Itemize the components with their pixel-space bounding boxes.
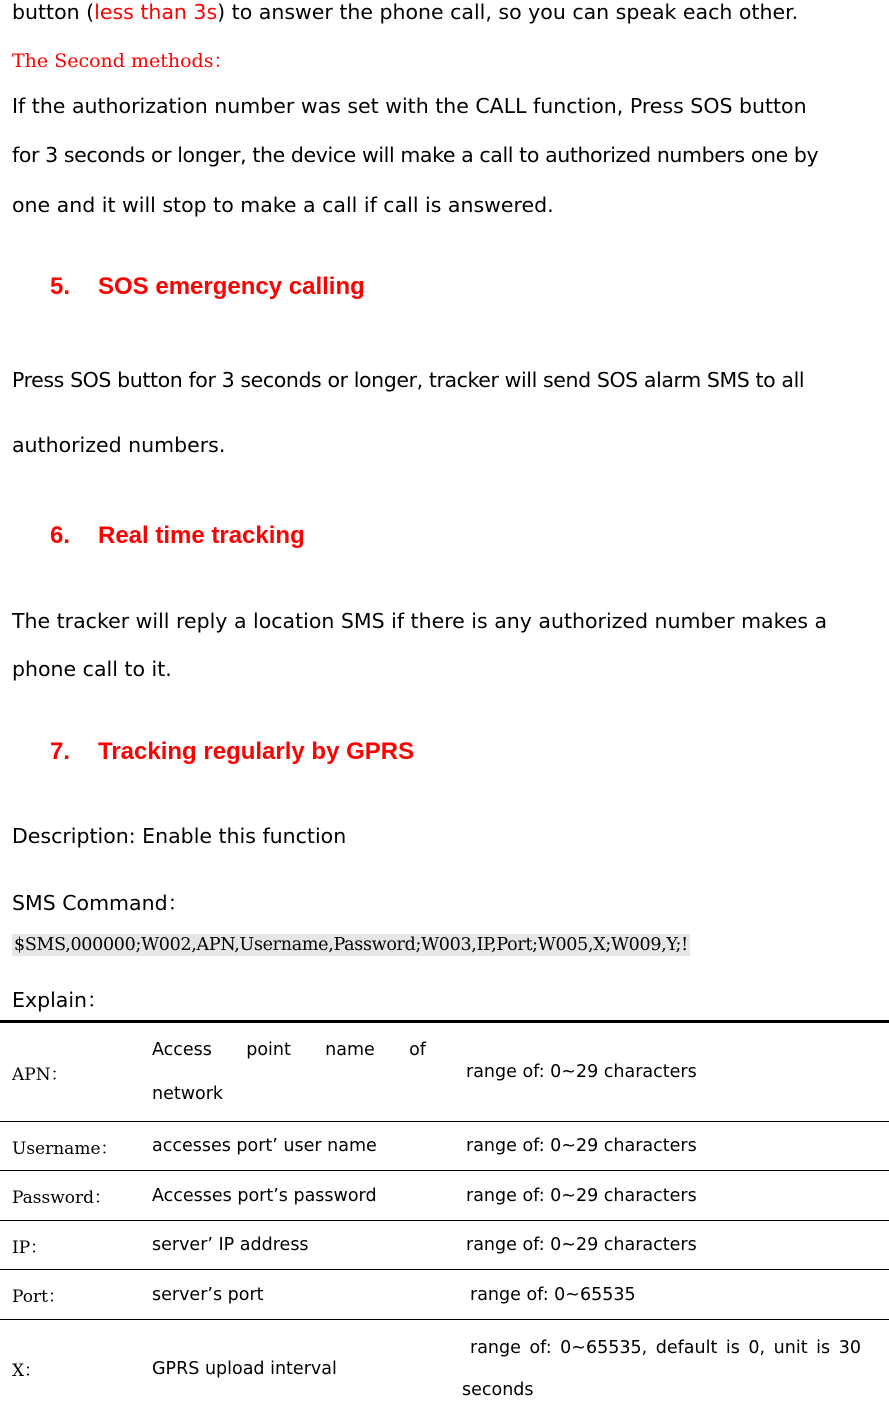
section-6-line-2: phone call to it. bbox=[12, 657, 172, 681]
param-x: X： bbox=[12, 1361, 42, 1382]
range-apn: range of: 0~29 characters bbox=[466, 1062, 697, 1082]
desc-ip: server’ IP address bbox=[152, 1235, 309, 1255]
parameter-table bbox=[0, 1020, 889, 1418]
second-methods-label: The Second methods： bbox=[12, 50, 233, 72]
section-5-heading bbox=[50, 273, 365, 301]
section-5-title: SOS emergency calling bbox=[98, 273, 365, 300]
explain-label: Explain： bbox=[12, 988, 108, 1012]
range-ip: range of: 0~29 characters bbox=[466, 1235, 697, 1255]
desc-apn-line-2: network bbox=[152, 1084, 224, 1104]
second-methods-line-2: for 3 seconds or longer, the device will make a call to authorized numbers one by bbox=[12, 143, 819, 167]
range-port: range of: 0~65535 bbox=[470, 1284, 636, 1305]
range-username: range of: 0~29 characters bbox=[466, 1136, 697, 1156]
table-row-ip bbox=[0, 1221, 889, 1270]
second-methods-line-1: If the authorization number was set with the CALL function, Press SOS button bbox=[12, 94, 807, 118]
section-5-line-2: authorized numbers. bbox=[12, 433, 226, 457]
desc-apn-word-4: of bbox=[409, 1040, 426, 1060]
desc-apn-word-3: name bbox=[325, 1040, 375, 1060]
range-x-line-1: range of: 0~65535, default is 0, unit is 30 bbox=[470, 1337, 861, 1358]
param-password: Password： bbox=[12, 1188, 112, 1208]
section-5-line-1: Press SOS button for 3 seconds or longer, tracker will send SOS alarm SMS to all bbox=[12, 368, 805, 392]
intro-line bbox=[12, 0, 798, 24]
range-password: range of: 0~29 characters bbox=[466, 1185, 697, 1206]
range-x-line-2: seconds bbox=[462, 1379, 534, 1400]
table-row-x bbox=[0, 1320, 889, 1418]
section-6-title: Real time tracking bbox=[98, 522, 305, 549]
range-x bbox=[442, 1320, 889, 1418]
table-row-username bbox=[0, 1122, 889, 1171]
intro-suffix: ) to answer the phone call, so you can speak each other. bbox=[217, 0, 799, 24]
desc-password: Accesses port’s password bbox=[152, 1185, 377, 1206]
intro-highlight: less than 3s bbox=[94, 0, 218, 24]
section-7-description: Description: Enable this function bbox=[12, 824, 347, 848]
param-apn: APN： bbox=[12, 1064, 68, 1085]
section-6-heading bbox=[50, 522, 305, 550]
section-6-line-1: The tracker will reply a location SMS if there is any authorized number makes a bbox=[12, 609, 828, 633]
section-5-number: 5. bbox=[50, 273, 71, 300]
desc-apn-word-2: point bbox=[246, 1040, 291, 1060]
section-7-heading bbox=[50, 738, 414, 766]
second-methods-line-3: one and it will stop to make a call if call is answered. bbox=[12, 193, 554, 217]
section-7-number: 7. bbox=[50, 738, 71, 765]
param-ip: IP： bbox=[12, 1237, 48, 1258]
param-port: Port： bbox=[12, 1287, 65, 1307]
desc-apn-word-1: Access bbox=[152, 1040, 212, 1060]
desc-x: GPRS upload interval bbox=[152, 1358, 337, 1379]
section-7-title: Tracking regularly by GPRS bbox=[98, 738, 415, 765]
section-6-number: 6. bbox=[50, 522, 71, 549]
desc-apn bbox=[152, 1022, 442, 1122]
table-row-apn bbox=[0, 1022, 889, 1122]
intro-prefix: button ( bbox=[12, 0, 95, 24]
sms-command-label: SMS Command： bbox=[12, 891, 189, 915]
param-username: Username： bbox=[12, 1138, 118, 1159]
desc-username: accesses port’ user name bbox=[152, 1136, 377, 1156]
table-row-port bbox=[0, 1270, 889, 1320]
table-row-password bbox=[0, 1171, 889, 1221]
sms-command-code: $SMS,000000;W002,APN,Username,Password;W003,IP,Port;W005,X;W009,Y;! bbox=[14, 935, 688, 955]
desc-port: server’s port bbox=[152, 1284, 264, 1305]
desc-apn-line-1 bbox=[152, 1040, 426, 1060]
